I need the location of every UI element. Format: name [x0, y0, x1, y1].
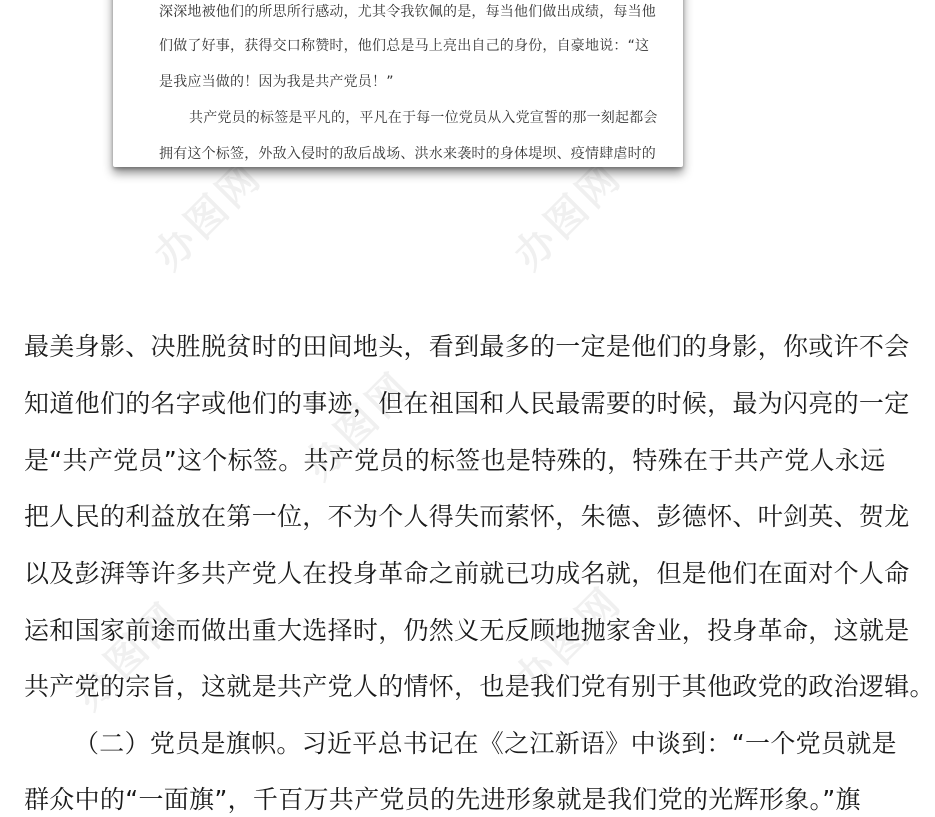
watermark: 办图网: [295, 363, 422, 489]
watermark: 办图网: [505, 153, 632, 279]
body-text-line: 把人民的利益放在第一位，不为个人得失而萦怀，朱德、彭德怀、叶剑英、贺龙: [24, 502, 910, 531]
watermark: 办图网: [505, 578, 632, 704]
body-text-line: 运和国家前途而做出重大选择时，仍然义无反顾地抛家舍业，投身革命，这就是: [24, 616, 910, 645]
body-text-line: 是“共产党员”这个标签。共产党员的标签也是特殊的，特殊在于共产党人永远: [24, 446, 886, 475]
card-text-line: 拥有这个标签，外敌入侵时的敌后战场、洪水来袭时的身体堤坝、疫情肆虐时的: [159, 146, 656, 162]
body-text-line: 知道他们的名字或他们的事迹，但在祖国和人民最需要的时候，最为闪亮的一定: [24, 389, 910, 418]
watermark: 办图网: [145, 153, 272, 279]
card-text-line: 们做了好事，获得交口称赞时，他们总是马上亮出自己的身份，自豪地说：“这: [159, 38, 650, 54]
body-text-line: 以及彭湃等许多共产党人在投身革命之前就已功成名就，但是他们在面对个人命: [24, 559, 910, 588]
body-text-line: 群众中的“一面旗”，千百万共产党员的先进形象就是我们党的光辉形象。”旗: [24, 785, 861, 814]
card-text-line: 深深地被他们的所思所行感动，尤其令我钦佩的是，每当他们做出成绩，每当他: [159, 4, 656, 20]
card-text-line: 是我应当做的！因为我是共产党员！”: [159, 74, 394, 90]
body-text-line: （二）党员是旗帜。习近平总书记在《之江新语》中谈到：“一个党员就是: [74, 729, 897, 758]
document-excerpt-card: [113, 0, 683, 167]
body-text-line: 最美身影、决胜脱贫时的田间地头，看到最多的一定是他们的身影，你或许不会: [24, 332, 910, 361]
watermark: 办图网: [65, 593, 192, 719]
card-text-line: 共产党员的标签是平凡的，平凡在于每一位党员从入党宣誓的那一刻起都会: [189, 110, 658, 126]
body-text-line: 共产党的宗旨，这就是共产党人的情怀，也是我们党有别于其他政党的政治逻辑。: [24, 672, 935, 701]
